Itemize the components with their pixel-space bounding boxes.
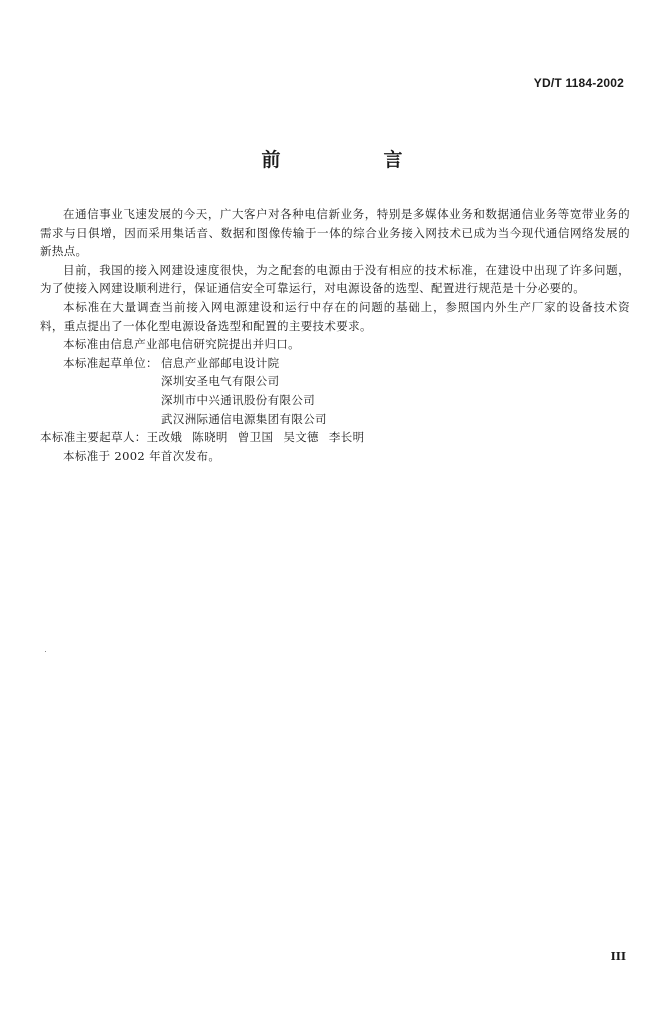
- page-number: III: [610, 950, 626, 963]
- drafter-name: 曾卫国: [237, 430, 274, 445]
- preface-body: [40, 205, 630, 465]
- drafting-unit: 信息产业部邮电设计院: [161, 355, 280, 370]
- page-title: 前 言: [261, 149, 445, 171]
- preface-paragraph: 目前，我国的接入网建设速度很快，为之配套的电源由于没有相应的技术标准，在建设中出现了许多问题，为了使接入网建设顺利进行，保证通信安全可靠运行，对电源设备的选型、配置进行规范是十分必要的。: [40, 262, 630, 296]
- drafting-unit: 武汉洲际通信电源集团有限公司: [161, 411, 327, 426]
- drafting-units-label: 本标准起草单位：: [63, 355, 158, 370]
- release-note: 本标准于 2002 年首次发布。: [63, 448, 221, 463]
- drafter-name: 李长明: [328, 430, 365, 445]
- drafters-line: [40, 428, 630, 447]
- standard-code: YD/T 1184-2002: [533, 76, 624, 90]
- drafting-units: [40, 354, 630, 428]
- drafter-name: 吴文德: [283, 430, 319, 445]
- drafter-name: 王改娥: [146, 430, 183, 445]
- drafting-unit-row: [40, 354, 630, 373]
- drafting-unit: 深圳安圣电气有限公司: [161, 374, 280, 389]
- preface-paragraph: 在通信事业飞速发展的今天，广大客户对各种电信新业务，特别是多媒体业务和数据通信业务等宽带业务的需求与日俱增，因而采用集话音、数据和图像传输于一体的综合业务接入网技术已成为当今现代通信网络发展的新热点。: [40, 207, 630, 259]
- drafter-name: 陈晓明: [192, 430, 228, 445]
- preface-paragraph: 本标准由信息产业部电信研究院提出并归口。: [63, 337, 300, 352]
- scan-speck: [45, 651, 46, 652]
- drafters-label: 本标准主要起草人：: [40, 430, 147, 445]
- preface-paragraph: 本标准在大量调查当前接入网电源建设和运行中存在的问题的基础上，参照国内外生产厂家的设备技术资料，重点提出了一体化型电源设备选型和配置的主要技术要求。: [40, 299, 630, 333]
- drafting-unit: 深圳市中兴通讯股份有限公司: [161, 392, 316, 407]
